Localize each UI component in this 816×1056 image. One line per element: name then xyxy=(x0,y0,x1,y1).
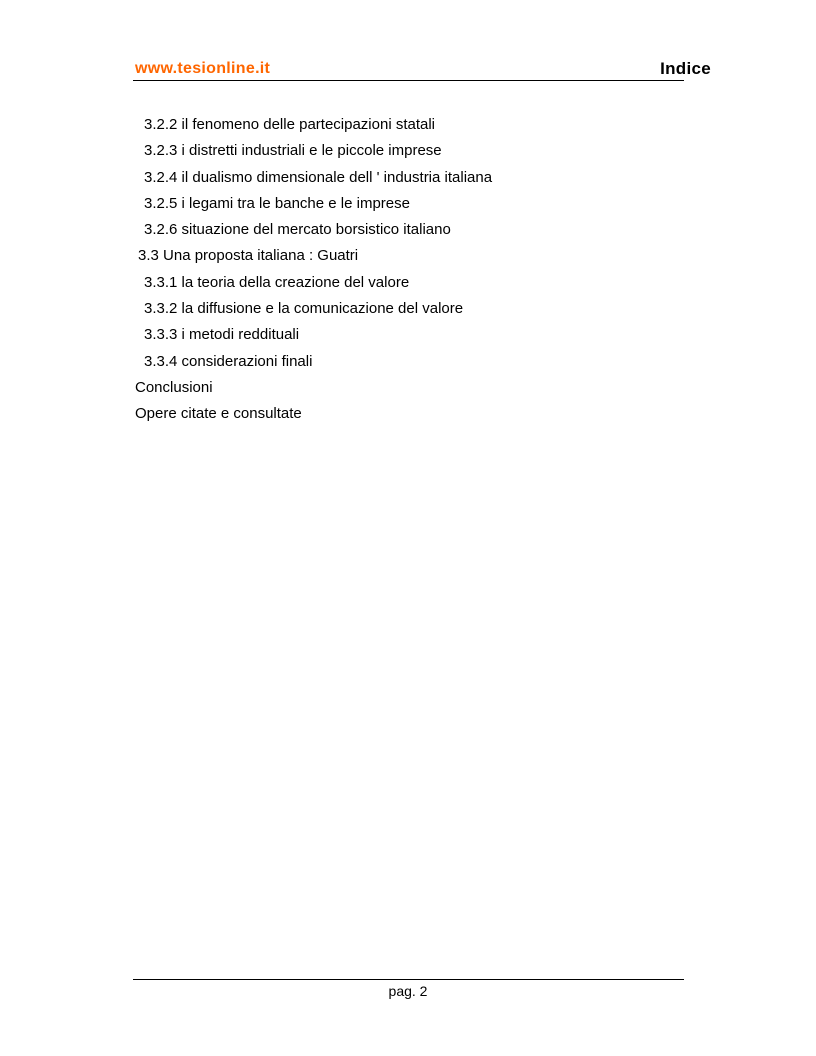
toc-entry: 3.2.3 i distretti industriali e le piccole imprese xyxy=(144,142,442,160)
section-title: Indice xyxy=(660,59,711,78)
toc-entry: 3.2.2 il fenomeno delle partecipazioni statali xyxy=(144,116,436,133)
toc-entry: 3.2.5 i legami tra le banche e le imprese xyxy=(144,194,410,212)
table-of-contents xyxy=(0,112,816,428)
toc-entry: 3.3.1 la teoria della creazione del valore xyxy=(144,273,410,291)
toc-entry: 3.2.4 il dualismo dimensionale dell ' industria italiana xyxy=(144,168,493,186)
toc-entry: 3.3.4 considerazioni finali xyxy=(144,352,313,370)
site-name: www.tesionline.it xyxy=(135,60,271,77)
toc-entry: 3.2.6 situazione del mercato borsistico italiano xyxy=(144,221,451,239)
toc-entry: 3.3.3 i metodi reddituali xyxy=(144,326,300,344)
page-number: pag. 2 xyxy=(388,983,428,999)
footer-divider xyxy=(133,979,684,980)
toc-entry: 3.3 Una proposta italiana : Guatri xyxy=(138,247,359,265)
toc-entry: Opere citate e consultate xyxy=(135,405,302,423)
toc-entry: 3.3.2 la diffusione e la comunicazione del valore xyxy=(144,300,464,318)
page-header xyxy=(133,58,711,80)
toc-entry: Conclusioni xyxy=(135,378,213,396)
header-divider xyxy=(133,80,684,81)
